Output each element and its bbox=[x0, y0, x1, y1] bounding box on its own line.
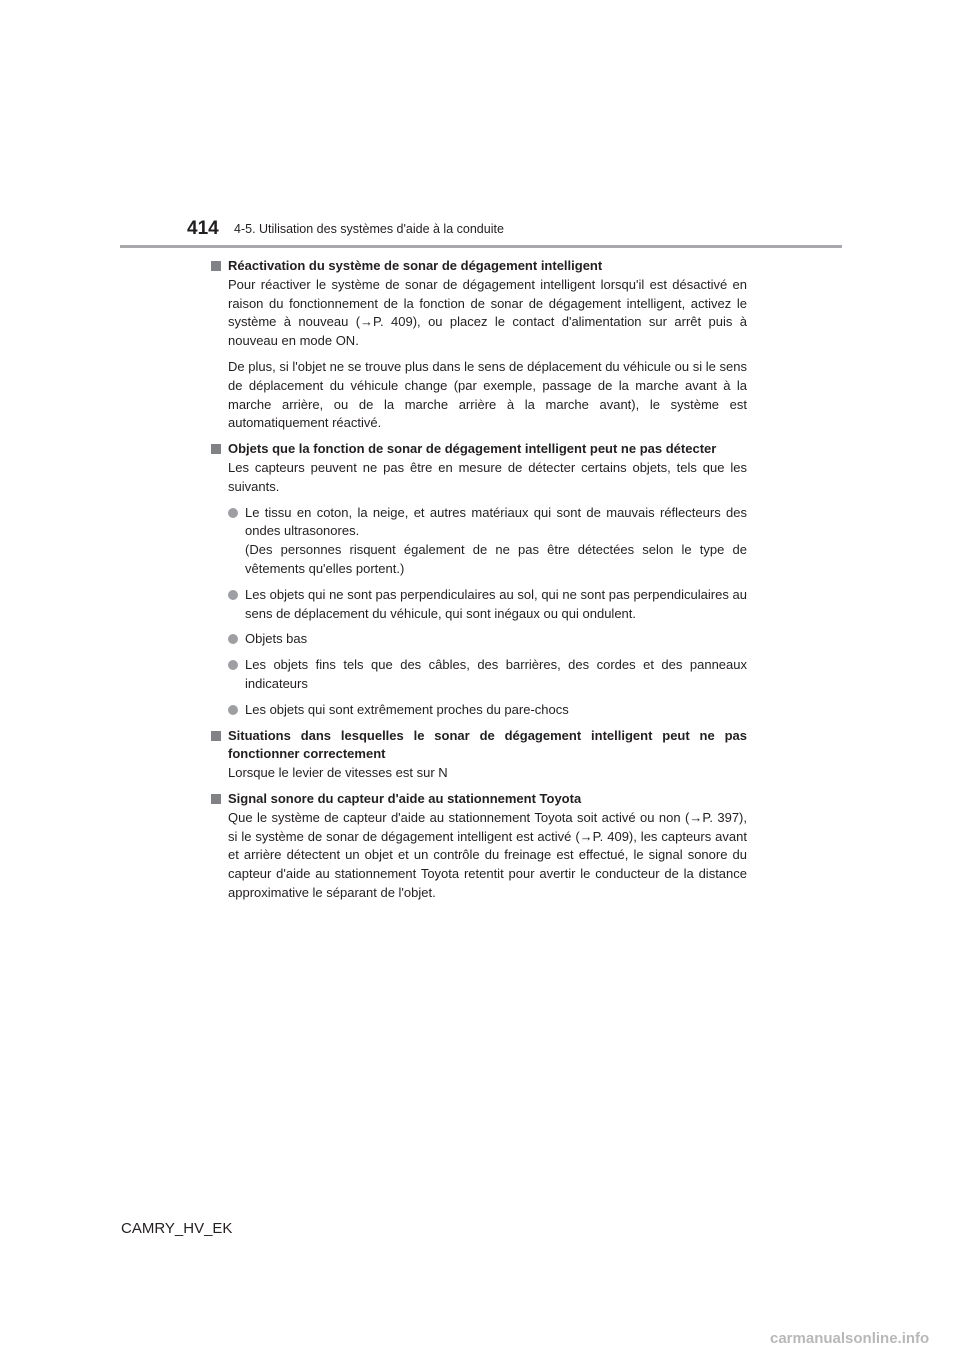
circle-bullet-icon bbox=[228, 508, 238, 518]
circle-bullet-icon bbox=[228, 660, 238, 670]
list-item bbox=[228, 701, 747, 720]
section-reactivation bbox=[211, 257, 747, 433]
circle-bullet-icon bbox=[228, 634, 238, 644]
section-heading-text: Situations dans lesquelles le sonar de dégagement intelligent peut ne pas fonctionner correctement bbox=[228, 727, 747, 762]
paragraph: Les capteurs peuvent ne pas être en mesure de détecter certains objets, tels que les suivants. bbox=[228, 459, 747, 494]
circle-bullet-icon bbox=[228, 590, 238, 600]
section-heading bbox=[211, 790, 747, 809]
square-bullet-icon bbox=[211, 794, 221, 804]
section-heading-text: Réactivation du système de sonar de dégagement intelligent bbox=[228, 258, 603, 273]
section-heading-text: Objets que la fonction de sonar de dégagement intelligent peut ne pas détecter bbox=[228, 441, 717, 457]
section-buzzer bbox=[211, 790, 747, 903]
paragraph: Pour réactiver le système de sonar de dégagement intelligent lorsqu'il est désactivé en raison du fonctionnement de la fonction de sonar de dégagement intelligent, activez le système à nouveau (→P. 409), ou placez le contact d'alimentation sur arrêt puis à nouveau en mode ON. bbox=[228, 276, 747, 349]
square-bullet-icon bbox=[211, 261, 221, 271]
list-item-note: (Des personnes risquent également de ne pas être détectées selon le type de vêtements qu'elles portent.) bbox=[245, 542, 747, 576]
square-bullet-icon bbox=[211, 444, 221, 454]
section-heading bbox=[211, 257, 747, 276]
list-item bbox=[228, 504, 747, 579]
section-malfunction-situations bbox=[211, 727, 747, 783]
content bbox=[211, 257, 747, 910]
list-item-text: Le tissu en coton, la neige, et autres matériaux qui sont de mauvais réflecteurs des ondes ultrasonores. bbox=[245, 504, 747, 539]
page-number: 414 bbox=[187, 218, 219, 239]
header-rule bbox=[120, 245, 842, 248]
list-item bbox=[228, 656, 747, 694]
section-heading bbox=[211, 727, 747, 765]
list-item-text: Les objets fins tels que des câbles, des barrières, des cordes et des panneaux indicateurs bbox=[245, 657, 747, 691]
square-bullet-icon bbox=[211, 731, 221, 741]
paragraph: Lorsque le levier de vitesses est sur N bbox=[228, 765, 448, 781]
watermark: carmanualsonline.info bbox=[770, 1330, 930, 1347]
section-title: 4-5. Utilisation des systèmes d'aide à la conduite bbox=[234, 222, 504, 236]
paragraph: De plus, si l'objet ne se trouve plus dans le sens de déplacement du véhicule ou si le sens de déplacement du véhicule change (par exemple, passage de la marche avant à la marche arrière, ou de la marche arrière à la marche avant), le système est automatiquement réactivé. bbox=[228, 358, 747, 431]
manual-code: CAMRY_HV_EK bbox=[121, 1220, 233, 1237]
list-item bbox=[228, 586, 747, 624]
list-item-text: Les objets qui sont extrêmement proches du pare-chocs bbox=[245, 701, 569, 717]
section-undetected-objects bbox=[211, 440, 747, 719]
paragraph: Que le système de capteur d'aide au stationnement Toyota soit activé ou non (→P. 397), si le système de sonar de dégagement intelligent est activé (→P. 409), les capteurs avant et arrière détectent un objet et un contrôle du freinage est effectué, le signal sonore du capteur d'aide au stationnement Toyota retentit pour avertir le conducteur de la distance approximative le séparant de l'objet. bbox=[228, 809, 747, 900]
circle-bullet-icon bbox=[228, 705, 238, 715]
list-item-text: Les objets qui ne sont pas perpendiculaires au sol, qui ne sont pas perpendiculaires au sens de déplacement du véhicule, qui sont inégaux ou qui ondulent. bbox=[245, 586, 747, 621]
list-item bbox=[228, 630, 747, 649]
section-heading-text: Signal sonore du capteur d'aide au stationnement Toyota bbox=[228, 790, 582, 806]
section-heading bbox=[211, 440, 747, 459]
list-item-text: Objets bas bbox=[245, 631, 308, 647]
